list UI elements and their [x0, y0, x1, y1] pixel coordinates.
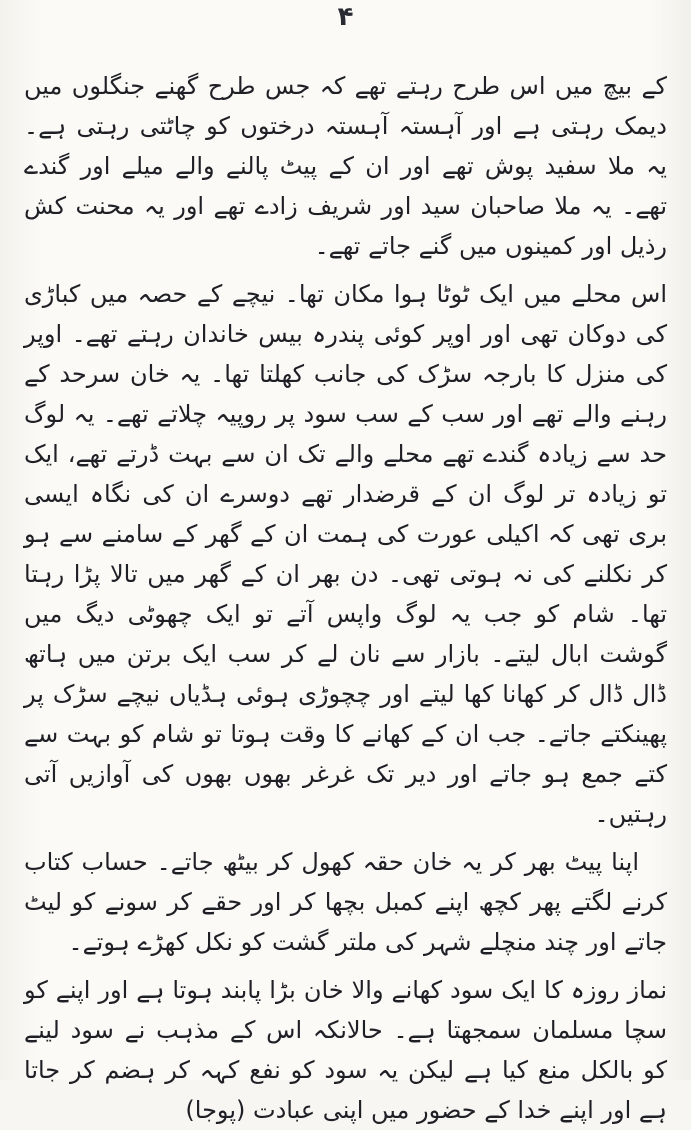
body-text	[24, 66, 667, 1130]
paragraph-4: نماز روزہ کا ایک سود کھانے والا خان بڑا پابند ہوتا ہے اور اپنے کو سچا مسلمان سمجھتا ہے۔ حالانکہ اس کے مذہب نے سود لینے کو بالکل منع کیا ہے لیکن یہ سود کو نفع کہہ کر ہضم کر جاتا ہے اور اپنے خدا کے حضور میں اپنی عبادت (پوجا)	[24, 976, 667, 1124]
page-number: ۴	[337, 2, 354, 32]
paragraph-1: کے بیچ میں اس طرح رہتے تھے کہ جس طرح گھنے جنگلوں میں دیمک رہتی ہے اور آہستہ آہستہ درختوں کو چاٹتی رہتی ہے۔ یہ ملا سفید پوش تھے اور ان کے پیٹ پالنے والے میلے اور گندے تھے۔ یہ ملا صاحبان سید اور شریف زادے تھے اور یہ محنت کش رذیل اور کمینوں میں گنے جاتے تھے۔	[24, 72, 667, 260]
paragraph-2: اس محلے میں ایک ٹوٹا ہوا مکان تھا۔ نیچے کے حصہ میں کباڑی کی دوکان تھی اور اوپر کوئی پندرہ بیس خاندان رہتے تھے۔ اوپر کی منزل کا بارجہ سڑک کی جانب کھلتا تھا۔ یہ خان سرحد کے رہنے والے تھے اور سب کے سب سود پر روپیہ چلاتے تھے۔ یہ لوگ حد سے زیادہ گندے تھے محلے والے تک ان سے بہت ڈرتے تھے، ایک تو زیادہ تر لوگ ان کے قرضدار تھے دوسرے ان کی نگاہ ایسی بری تھی کہ اکیلی عورت کی ہمت ان کے گھر کے سامنے سے ہو کر نکلنے کی نہ ہوتی تھی۔ دن بھر ان کے گھر میں تالا پڑا رہتا تھا۔ شام کو جب یہ لوگ واپس آتے تو ایک چھوٹی دیگ میں گوشت ابال لیتے۔ بازار سے نان لے کر سب ایک برتن میں ہاتھ ڈال ڈال کر کھانا کھا لیتے اور چچوڑی ہوئی ہڈیاں نیچے سڑک پر پھینکتے جاتے۔ جب ان کے کھانے کا وقت ہوتا تو شام کو بہت سے کتے جمع ہو جاتے اور دیر تک غرغر بھوں بھوں کی آوازیں آتی رہتیں۔	[24, 280, 667, 828]
paragraph-3: اپنا پیٹ بھر کر یہ خان حقہ کھول کر بیٹھ جاتے۔ حساب کتاب کرنے لگتے پھر کچھ اپنے کمبل بچھا کر اور حقے کر سونے کو لیٹ جاتے اور چند منچلے شہر کی ملتر گشت کو نکل کھڑے ہوتے۔	[24, 848, 667, 956]
